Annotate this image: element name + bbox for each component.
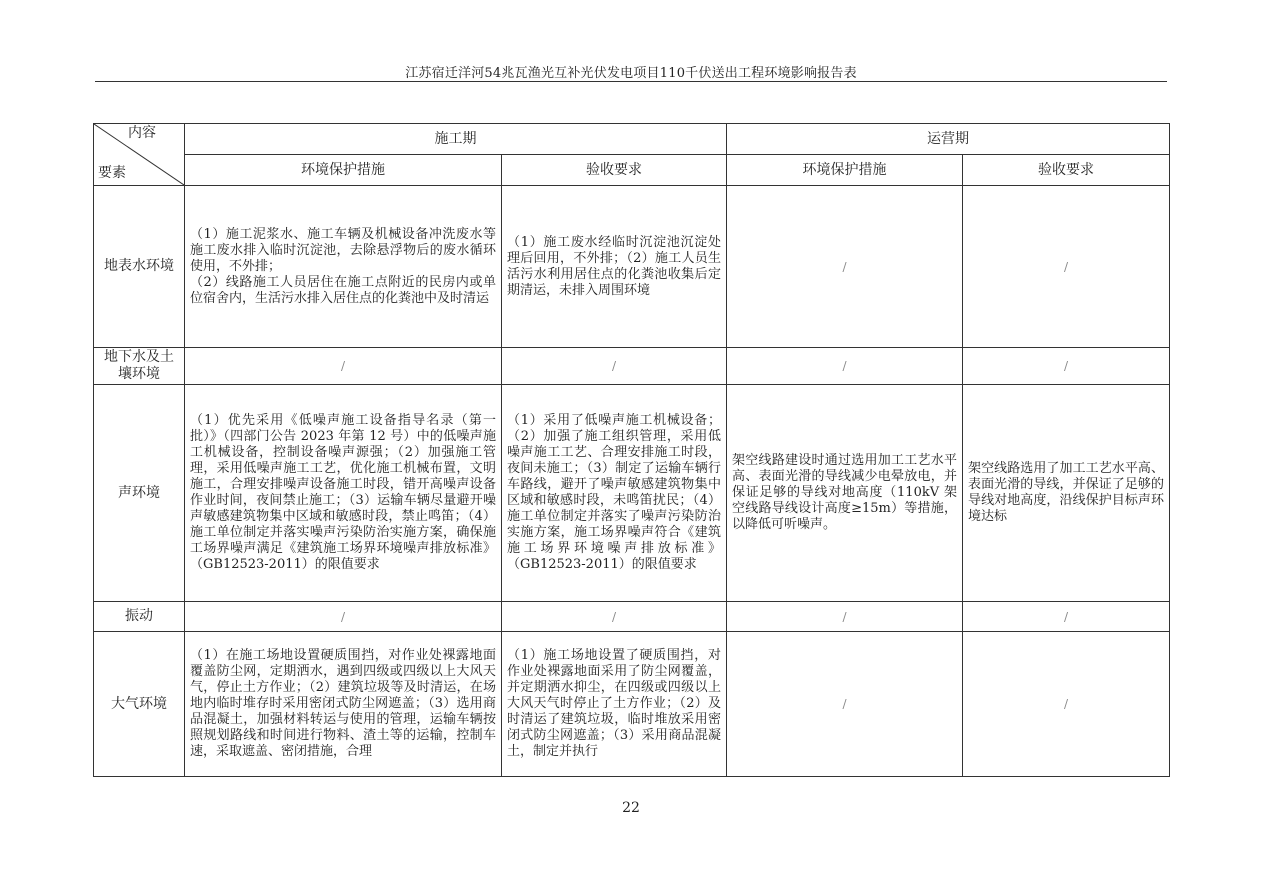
phase-operation-header: 运营期: [727, 124, 1170, 155]
row-element-label: 振动: [94, 602, 185, 632]
operation-measures-cell: /: [727, 632, 963, 777]
row-element-label: 地下水及土壤环境: [94, 348, 185, 385]
construction-acceptance-header: 验收要求: [502, 155, 727, 186]
row-element-label: 声环境: [94, 385, 185, 602]
environmental-measures-table: [93, 123, 1170, 777]
construction-measures-cell: /: [185, 602, 502, 632]
operation-acceptance-cell: 架空线路选用了加工工艺水平高、表面光滑的导线，并保证了足够的导线对地高度，沿线保护目标声环境达标: [963, 385, 1170, 602]
operation-acceptance-cell: /: [963, 632, 1170, 777]
operation-measures-cell: 架空线路建设时通过选用加工工艺水平高、表面光滑的导线减少电晕放电，并保证足够的导线对地高度（110kV 架空线路导线设计高度≥15m）等措施，以降低可听噪声。: [727, 385, 963, 602]
operation-acceptance-cell: /: [963, 602, 1170, 632]
construction-measures-cell: （1）优先采用《低噪声施工设备指导名录（第一批）》（四部门公告 2023 年第 12 号）中的低噪声施工机械设备，控制设备噪声源强；（2）加强施工管理，采用低噪声施工工艺，优化施工机械布置，文明施工，合理安排噪声设备施工时段，错开高噪声设备作业时间，夜间禁止施工；（3）运输车辆尽量避开噪声敏感建筑物集中区域和敏感时段，禁止鸣笛；（4）施工单位制定并落实噪声污染防治实施方案，确保施工场界噪声满足《建筑施工场界环境噪声排放标准》（GB12523-2011）的限值要求: [185, 385, 502, 602]
table-row-acoustic: [94, 385, 1170, 602]
construction-measures-cell: （1）施工泥浆水、施工车辆及机械设备冲洗废水等施工废水排入临时沉淀池，去除悬浮物后的废水循环使用，不外排； （2）线路施工人员居住在施工点附近的民房内或单位宿舍内，生活污水排入居住点的化粪池中及时清运: [185, 186, 502, 348]
header-rule: [95, 81, 1167, 82]
table-row-vibration: [94, 602, 1170, 632]
construction-measures-cell: （1）在施工场地设置硬质围挡，对作业处裸露地面覆盖防尘网，定期洒水，遇到四级或四级以上大风天气，停止土方作业；（2）建筑垃圾等及时清运，在场地内临时堆存时采用密闭式防尘网遮盖；（3）选用商品混凝土，加强材料转运与使用的管理，运输车辆按照规划路线和时间进行物料、渣土等的运输，控制车速，采取遮盖、密闭措施，合理: [185, 632, 502, 777]
operation-acceptance-cell: /: [963, 348, 1170, 385]
corner-label-content: 内容: [128, 125, 156, 141]
corner-label-element: 要素: [98, 165, 126, 181]
row-element-label: 大气环境: [94, 632, 185, 777]
table-row-groundwater-soil: [94, 348, 1170, 385]
table-row-surface-water: [94, 186, 1170, 348]
page-number: 22: [622, 800, 640, 816]
construction-acceptance-cell: （1）施工废水经临时沉淀池沉淀处理后回用，不外排；（2）施工人员生活污水利用居住点的化粪池收集后定期清运，未排入周围环境: [502, 186, 727, 348]
table-row-atmosphere: [94, 632, 1170, 777]
operation-measures-cell: /: [727, 186, 963, 348]
page-header: 江苏宿迁洋河54兆瓦渔光互补光伏发电项目110千伏送出工程环境影响报告表: [405, 66, 857, 81]
phase-construction-header: 施工期: [185, 124, 727, 155]
construction-acceptance-cell: /: [502, 602, 727, 632]
operation-measures-cell: /: [727, 602, 963, 632]
construction-acceptance-cell: （1）施工场地设置了硬质围挡，对作业处裸露地面采用了防尘网覆盖，并定期洒水抑尘，在四级或四级以上大风天气时停止了土方作业；（2）及时清运了建筑垃圾，临时堆放采用密闭式防尘网遮盖；（3）采用商品混凝土，制定并执行: [502, 632, 727, 777]
corner-header-cell: [94, 124, 185, 186]
construction-measures-header: 环境保护措施: [185, 155, 502, 186]
row-element-label: 地表水环境: [94, 186, 185, 348]
operation-measures-header: 环境保护措施: [727, 155, 963, 186]
construction-measures-cell: /: [185, 348, 502, 385]
operation-acceptance-cell: /: [963, 186, 1170, 348]
operation-measures-cell: /: [727, 348, 963, 385]
construction-acceptance-cell: （1）采用了低噪声施工机械设备；（2）加强了施工组织管理，采用低噪声施工工艺、合理安排施工时段，夜间未施工；（3）制定了运输车辆行车路线，避开了噪声敏感建筑物集中区域和敏感时段，未鸣笛扰民；（4）施工单位制定并落实了噪声污染防治实施方案，施工场界噪声符合《建筑施工场界环境噪声排放标准》（GB12523-2011）的限值要求: [502, 385, 727, 602]
operation-acceptance-header: 验收要求: [963, 155, 1170, 186]
construction-acceptance-cell: /: [502, 348, 727, 385]
